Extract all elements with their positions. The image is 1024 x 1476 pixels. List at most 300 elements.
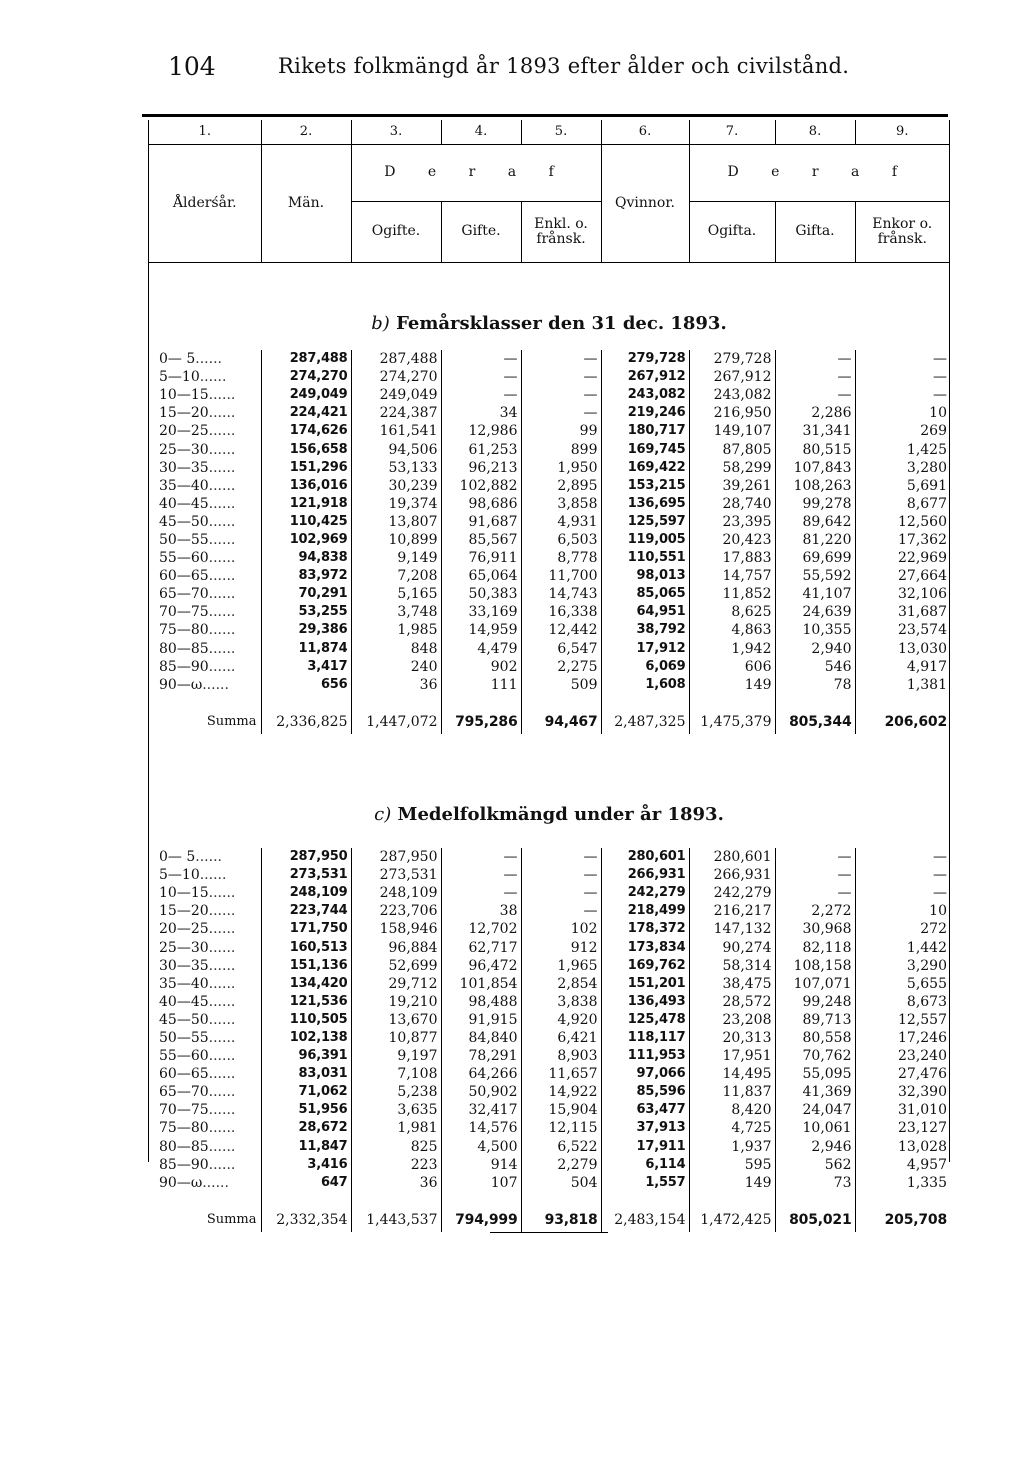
value-cell: 20,423	[689, 531, 775, 549]
col-number-8: 8.	[775, 120, 855, 145]
value-cell: 23,127	[898, 1120, 947, 1137]
value-cell: 1,950	[521, 459, 601, 477]
leader-dots: ......	[208, 459, 236, 476]
value-cell: 156,658	[261, 440, 351, 458]
spacer-cell	[855, 694, 949, 710]
spacer-cell	[261, 694, 351, 710]
leader-dots: ......	[202, 1174, 229, 1191]
spacer-cell	[441, 1192, 521, 1208]
value-cell: 12,702	[441, 920, 521, 938]
table-row	[149, 1029, 949, 1047]
age-group-label: 60—65	[159, 568, 209, 585]
value-cell: 2,279	[521, 1156, 601, 1174]
value-cell: 153,215	[601, 477, 689, 495]
sum-value: 94,467	[521, 710, 601, 734]
value-cell: 147,132	[689, 920, 775, 938]
value-cell: 6,114	[601, 1156, 689, 1174]
age-group-label: 30—35	[159, 957, 209, 974]
value-cell: 52,699	[351, 957, 441, 975]
value-cell: 11,847	[261, 1138, 351, 1156]
value-cell: 17,951	[689, 1047, 775, 1065]
spacer-cell	[601, 694, 689, 710]
value-cell: 1,985	[351, 621, 441, 639]
column-header	[149, 120, 949, 263]
value-cell: 223,706	[351, 902, 441, 920]
col-number-2: 2.	[261, 120, 351, 145]
value-cell: 83,972	[261, 567, 351, 585]
age-group-label: 10—15	[159, 387, 209, 404]
value-cell: 107	[441, 1174, 521, 1192]
value-cell: 64,266	[441, 1065, 521, 1083]
leader-dots: ......	[208, 1084, 236, 1101]
section-c-table	[149, 848, 949, 1232]
leader-dots: ......	[199, 369, 227, 386]
value-cell: 87,805	[689, 440, 775, 458]
page-number: 104	[168, 52, 216, 81]
value-cell: 174,626	[261, 422, 351, 440]
sum-value: 805,021	[775, 1208, 855, 1232]
age-group-label: 85—90	[159, 658, 209, 675]
value-cell: 32,417	[441, 1101, 521, 1119]
value-cell: —	[521, 404, 601, 422]
value-cell: 14,495	[689, 1065, 775, 1083]
value-cell: 119,005	[601, 531, 689, 549]
leader-dots: ......	[208, 495, 236, 512]
col-header-unmarried-men: Ogifte.	[351, 202, 441, 263]
value-cell: —	[521, 386, 601, 404]
value-cell: 269	[920, 423, 947, 440]
value-cell: —	[441, 866, 521, 884]
value-cell: 22,969	[898, 550, 947, 567]
value-cell: 96,391	[261, 1047, 351, 1065]
value-cell: 34	[441, 404, 521, 422]
age-group-cell	[149, 422, 261, 440]
col-number-1: 1.	[149, 120, 261, 145]
age-group-label: 70—75	[159, 604, 209, 621]
value-cell: —	[521, 884, 601, 902]
col-header-deraf-women: D e r a f	[689, 145, 949, 202]
value-cell: 24,047	[775, 1101, 855, 1119]
age-group-cell	[149, 1047, 261, 1065]
col-number-9: 9.	[855, 120, 949, 145]
value-cell: —	[775, 866, 855, 884]
age-group-label: 70—75	[159, 1102, 209, 1119]
value-cell: 50,902	[441, 1083, 521, 1101]
leader-dots: ......	[208, 975, 236, 992]
table-row	[149, 975, 949, 993]
table-row	[149, 884, 949, 902]
value-cell: 70,762	[775, 1047, 855, 1065]
value-cell: 80,558	[775, 1029, 855, 1047]
value-cell: 17,911	[601, 1138, 689, 1156]
value-cell: 17,883	[689, 549, 775, 567]
value-cell: 171,750	[261, 920, 351, 938]
value-cell: 10,877	[351, 1029, 441, 1047]
age-group-label: 90—ω	[159, 676, 203, 693]
spacer-row	[149, 694, 949, 710]
age-group-label: 35—40	[159, 477, 209, 494]
value-cell: 9,149	[351, 549, 441, 567]
age-group-cell	[149, 1119, 261, 1137]
value-cell: 83,031	[261, 1065, 351, 1083]
value-cell: 118,117	[601, 1029, 689, 1047]
age-group-cell	[149, 993, 261, 1011]
age-group-label: 10—15	[159, 885, 209, 902]
table-row	[149, 1065, 949, 1083]
table-row	[149, 902, 949, 920]
value-cell: 3,635	[351, 1101, 441, 1119]
value-cell: 1,942	[689, 640, 775, 658]
value-cell: 899	[521, 440, 601, 458]
age-group-cell	[149, 1156, 261, 1174]
age-group-cell	[149, 676, 261, 694]
leader-dots: ......	[208, 903, 236, 920]
value-cell: 169,422	[601, 459, 689, 477]
leader-dots: ......	[208, 1120, 236, 1137]
leader-dots: ......	[208, 531, 236, 548]
age-group-cell	[149, 975, 261, 993]
value-cell: —	[521, 866, 601, 884]
age-group-label: 20—25	[159, 423, 209, 440]
value-cell: 30,239	[351, 477, 441, 495]
value-cell: 81,220	[775, 531, 855, 549]
value-cell: 41,107	[775, 585, 855, 603]
value-cell: 28,572	[689, 993, 775, 1011]
value-cell: 89,642	[775, 513, 855, 531]
leader-dots: ......	[208, 423, 236, 440]
value-cell: 63,477	[601, 1101, 689, 1119]
age-group-cell	[149, 404, 261, 422]
value-cell: 108,158	[775, 957, 855, 975]
value-cell: 91,915	[441, 1011, 521, 1029]
sum-value: 1,472,425	[689, 1208, 775, 1232]
table-row	[149, 495, 949, 513]
col-header-married-men: Gifte.	[441, 202, 521, 263]
value-cell: 14,959	[441, 621, 521, 639]
value-cell: 94,506	[351, 440, 441, 458]
value-cell: 3,748	[351, 603, 441, 621]
value-cell: 248,109	[351, 884, 441, 902]
value-cell: 151,201	[601, 975, 689, 993]
value-cell: 2,940	[775, 640, 855, 658]
age-group-cell	[149, 368, 261, 386]
value-cell: 280,601	[601, 848, 689, 866]
age-group-label: 5—10	[159, 867, 200, 884]
value-cell: 160,513	[261, 938, 351, 956]
value-cell: 280,601	[689, 848, 775, 866]
value-cell: 151,136	[261, 957, 351, 975]
value-cell: 1,425	[906, 441, 947, 458]
value-cell: 64,951	[601, 603, 689, 621]
table-row	[149, 866, 949, 884]
value-cell: 24,639	[775, 603, 855, 621]
sum-value: 2,336,825	[261, 710, 351, 734]
value-cell: 20,313	[689, 1029, 775, 1047]
value-cell: 102,138	[261, 1029, 351, 1047]
age-group-cell	[149, 902, 261, 920]
value-cell: 110,551	[601, 549, 689, 567]
value-cell: 4,479	[441, 640, 521, 658]
age-group-label: 75—80	[159, 1120, 209, 1137]
value-cell: 111,953	[601, 1047, 689, 1065]
value-cell: 23,574	[898, 622, 947, 639]
value-cell: 1,608	[601, 676, 689, 694]
age-group-cell	[149, 920, 261, 938]
value-cell: 17,912	[601, 640, 689, 658]
value-cell: 14,757	[689, 567, 775, 585]
value-cell: —	[933, 867, 947, 884]
table-row	[149, 350, 949, 368]
sum-value: 805,344	[775, 710, 855, 734]
value-cell: 31,010	[898, 1102, 947, 1119]
value-cell: 272	[920, 921, 947, 938]
value-cell: 27,664	[898, 568, 947, 585]
value-cell: 102	[521, 920, 601, 938]
value-cell: 78	[775, 676, 855, 694]
value-cell: 12,560	[898, 513, 947, 530]
leader-dots: ......	[208, 1156, 236, 1173]
age-group-label: 75—80	[159, 622, 209, 639]
spacer-cell	[689, 694, 775, 710]
table-row	[149, 993, 949, 1011]
value-cell: 11,874	[261, 640, 351, 658]
value-cell: 58,314	[689, 957, 775, 975]
value-cell: 82,118	[775, 938, 855, 956]
value-cell: 647	[261, 1174, 351, 1192]
value-cell: —	[775, 368, 855, 386]
value-cell: 9,197	[351, 1047, 441, 1065]
value-cell: 23,240	[898, 1048, 947, 1065]
leader-dots: ......	[208, 405, 236, 422]
value-cell: —	[933, 369, 947, 386]
value-cell: 55,592	[775, 567, 855, 585]
value-cell: 71,062	[261, 1083, 351, 1101]
value-cell: 240	[351, 658, 441, 676]
value-cell: 218,499	[601, 902, 689, 920]
value-cell: 31,687	[898, 604, 947, 621]
value-cell: 13,030	[898, 640, 947, 657]
value-cell: 13,028	[898, 1138, 947, 1155]
value-cell: 31,341	[775, 422, 855, 440]
value-cell: 61,253	[441, 440, 521, 458]
table-row	[149, 1011, 949, 1029]
value-cell: —	[521, 368, 601, 386]
value-cell: 90,274	[689, 938, 775, 956]
section-b-heading: Femårsklasser den 31 dec. 1893.	[396, 313, 727, 334]
leader-dots: ......	[208, 921, 236, 938]
value-cell: 27,476	[898, 1066, 947, 1083]
age-group-cell	[149, 884, 261, 902]
age-group-cell	[149, 603, 261, 621]
spacer-cell	[521, 1192, 601, 1208]
value-cell: 19,374	[351, 495, 441, 513]
value-cell: 36	[351, 676, 441, 694]
value-cell: 23,208	[689, 1011, 775, 1029]
col-header-women: Qvinnor.	[601, 145, 689, 263]
value-cell: 107,843	[775, 459, 855, 477]
value-cell: 4,500	[441, 1138, 521, 1156]
age-group-cell	[149, 1138, 261, 1156]
table-row	[149, 1047, 949, 1065]
table-row	[149, 640, 949, 658]
table-row	[149, 957, 949, 975]
value-cell: 266,931	[601, 866, 689, 884]
sum-value: 1,475,379	[689, 710, 775, 734]
table-row	[149, 513, 949, 531]
sum-value: 2,332,354	[261, 1208, 351, 1232]
value-cell: 223	[351, 1156, 441, 1174]
section-c-heading: Medelfolkmängd under år 1893.	[397, 804, 724, 825]
sum-value: 206,602	[884, 713, 947, 730]
leader-dots: ......	[208, 939, 236, 956]
value-cell: 6,421	[521, 1029, 601, 1047]
col-number-4: 4.	[441, 120, 521, 145]
value-cell: —	[933, 351, 947, 368]
value-cell: 6,522	[521, 1138, 601, 1156]
value-cell: 504	[521, 1174, 601, 1192]
value-cell: 178,372	[601, 920, 689, 938]
value-cell: 4,920	[521, 1011, 601, 1029]
value-cell: 3,417	[261, 658, 351, 676]
value-cell: 242,279	[601, 884, 689, 902]
value-cell: 50,383	[441, 585, 521, 603]
leader-dots: ......	[208, 604, 236, 621]
section-c-letter: c)	[374, 804, 392, 825]
leader-dots: ......	[208, 441, 236, 458]
value-cell: 912	[521, 938, 601, 956]
value-cell: 914	[441, 1156, 521, 1174]
value-cell: 2,946	[775, 1138, 855, 1156]
age-group-cell	[149, 585, 261, 603]
value-cell: 73	[775, 1174, 855, 1192]
table-row	[149, 585, 949, 603]
age-group-label: 55—60	[159, 550, 209, 567]
age-group-label: 0— 5	[159, 351, 196, 368]
value-cell: 273,531	[261, 866, 351, 884]
value-cell: 51,956	[261, 1101, 351, 1119]
table-row	[149, 658, 949, 676]
value-cell: 279,728	[689, 350, 775, 368]
value-cell: —	[775, 386, 855, 404]
leader-dots: ......	[208, 550, 236, 567]
leader-dots: ......	[208, 1048, 236, 1065]
value-cell: 3,280	[906, 459, 947, 476]
age-group-label: 40—45	[159, 993, 209, 1010]
value-cell: 8,673	[906, 993, 947, 1010]
leader-dots: ......	[208, 622, 236, 639]
age-group-cell	[149, 1083, 261, 1101]
leader-dots: ......	[208, 1029, 236, 1046]
sum-value: 205,708	[884, 1211, 947, 1228]
age-group-cell	[149, 621, 261, 639]
value-cell: —	[441, 350, 521, 368]
value-cell: 11,700	[521, 567, 601, 585]
age-group-cell	[149, 459, 261, 477]
value-cell: 546	[775, 658, 855, 676]
value-cell: 39,261	[689, 477, 775, 495]
col-number-6: 6.	[601, 120, 689, 145]
value-cell: 8,677	[906, 495, 947, 512]
value-cell: 37,913	[601, 1119, 689, 1137]
value-cell: 4,931	[521, 513, 601, 531]
leader-dots: ......	[208, 993, 236, 1010]
value-cell: 55,095	[775, 1065, 855, 1083]
age-group-cell	[149, 1174, 261, 1192]
sum-value: 1,443,537	[351, 1208, 441, 1232]
value-cell: 606	[689, 658, 775, 676]
value-cell: 30,968	[775, 920, 855, 938]
value-cell: 110,505	[261, 1011, 351, 1029]
value-cell: 848	[351, 640, 441, 658]
value-cell: 7,108	[351, 1065, 441, 1083]
value-cell: 287,488	[261, 350, 351, 368]
value-cell: —	[521, 350, 601, 368]
table-row	[149, 920, 949, 938]
value-cell: 28,672	[261, 1119, 351, 1137]
value-cell: 28,740	[689, 495, 775, 513]
age-group-label: 45—50	[159, 1011, 209, 1028]
sum-value: 1,447,072	[351, 710, 441, 734]
spacer-cell	[149, 1192, 261, 1208]
value-cell: 58,299	[689, 459, 775, 477]
spacer-cell	[601, 1192, 689, 1208]
value-cell: 32,390	[898, 1084, 947, 1101]
value-cell: 158,946	[351, 920, 441, 938]
value-cell: 14,743	[521, 585, 601, 603]
value-cell: 99	[521, 422, 601, 440]
value-cell: —	[933, 885, 947, 902]
spacer-cell	[775, 1192, 855, 1208]
value-cell: —	[775, 884, 855, 902]
spacer-cell	[261, 1192, 351, 1208]
value-cell: 136,695	[601, 495, 689, 513]
value-cell: 173,834	[601, 938, 689, 956]
age-group-cell	[149, 848, 261, 866]
value-cell: 36	[351, 1174, 441, 1192]
leader-dots: ......	[208, 586, 236, 603]
value-cell: 2,275	[521, 658, 601, 676]
value-cell: 287,488	[351, 350, 441, 368]
value-cell: 23,395	[689, 513, 775, 531]
value-cell: 96,213	[441, 459, 521, 477]
sum-label: Summa	[149, 1208, 261, 1232]
age-group-cell	[149, 866, 261, 884]
value-cell: 267,912	[689, 368, 775, 386]
value-cell: 84,840	[441, 1029, 521, 1047]
value-cell: 266,931	[689, 866, 775, 884]
value-cell: 11,657	[521, 1065, 601, 1083]
table-row	[149, 1156, 949, 1174]
spacer-row	[149, 1192, 949, 1208]
value-cell: 102,882	[441, 477, 521, 495]
value-cell: 32,106	[898, 586, 947, 603]
leader-dots: ......	[208, 568, 236, 585]
value-cell: 108,263	[775, 477, 855, 495]
value-cell: 249,049	[261, 386, 351, 404]
value-cell: —	[933, 387, 947, 404]
leader-dots: ......	[195, 849, 222, 866]
value-cell: 243,082	[601, 386, 689, 404]
value-cell: 69,699	[775, 549, 855, 567]
value-cell: 70,291	[261, 585, 351, 603]
value-cell: 5,691	[906, 477, 947, 494]
value-cell: 14,576	[441, 1119, 521, 1137]
value-cell: 7,208	[351, 567, 441, 585]
value-cell: 17,362	[898, 531, 947, 548]
age-group-label: 65—70	[159, 586, 209, 603]
value-cell: 85,596	[601, 1083, 689, 1101]
value-cell: 85,567	[441, 531, 521, 549]
